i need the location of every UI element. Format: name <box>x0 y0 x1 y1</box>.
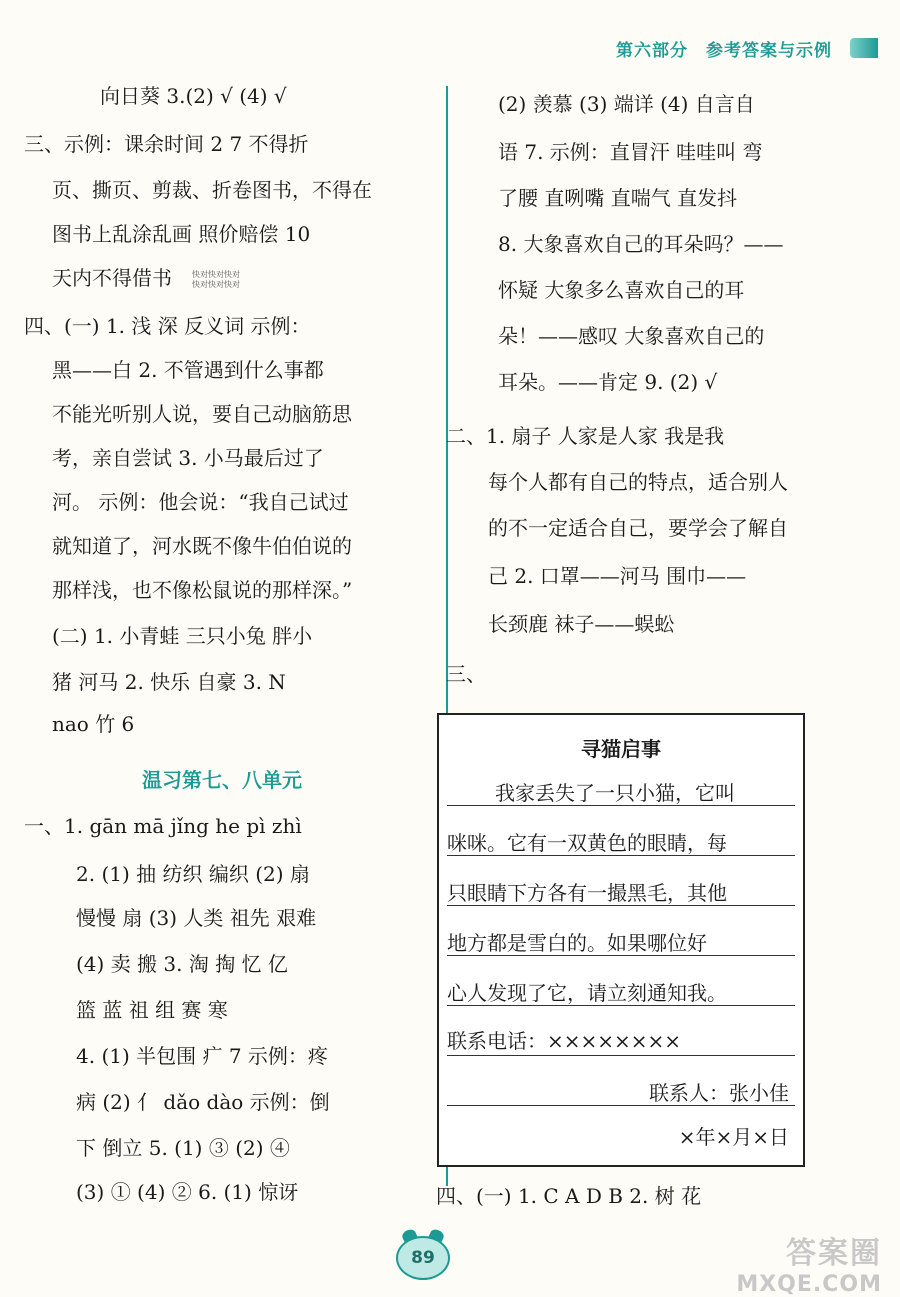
answer-line: 猪 河马 2. 快乐 自豪 3. N <box>52 670 286 694</box>
answer-line: 那样浅，也不像松鼠说的那样深。” <box>52 578 353 602</box>
answer-line: 三、 <box>446 662 486 686</box>
notice-rule <box>447 1055 795 1056</box>
answer-line: 三、示例：课余时间 2 7 不得折 <box>24 132 309 156</box>
answer-line: 考，亲自尝试 3. 小马最后过了 <box>52 446 324 470</box>
answer-line: nao 竹 6 <box>52 712 135 736</box>
notice-title: 寻猫启事 <box>581 737 661 761</box>
answer-line: (2) 羡慕 (3) 端详 (4) 自言自 <box>498 92 755 116</box>
answer-line: 四、(一) 1. C A D B 2. 树 花 <box>436 1184 702 1208</box>
notice-contact: 联系人：张小佳 <box>649 1081 789 1105</box>
answer-line: 天内不得借书 <box>52 266 172 290</box>
answer-line: 页、撕页、剪裁、折卷图书，不得在 <box>52 178 372 202</box>
answer-line: 不能光听别人说，要自己动脑筋思 <box>52 402 352 426</box>
answer-line: (3) ① (4) ② 6. (1) 惊讶 <box>76 1180 299 1204</box>
answer-line: 篮 蓝 祖 组 赛 寒 <box>76 998 228 1022</box>
watermark <box>736 1228 882 1297</box>
answer-line: (4) 卖 搬 3. 淘 掏 忆 亿 <box>76 952 288 976</box>
mini-stamp-line: 快对快对快对 <box>192 270 240 279</box>
answer-line: 4. (1) 半包围 疒 7 示例：疼 <box>76 1044 328 1068</box>
notice-date: ×年×月×日 <box>678 1125 789 1149</box>
answer-line: 一、1. gān mā jǐng he pì zhì <box>24 814 302 838</box>
answer-line: 黑——白 2. 不管遇到什么事都 <box>52 358 324 382</box>
answer-line: 二、1. 扇子 人家是人家 我是我 <box>446 424 725 448</box>
watermark-line: MXQE.COM <box>736 1272 882 1297</box>
answer-line: 8. 大象喜欢自己的耳朵吗？—— <box>498 232 784 256</box>
watermark-line: 答案圈 <box>786 1236 882 1271</box>
answer-line: 的不一定适合自己，要学会了解自 <box>488 516 788 540</box>
answer-line: 语 7. 示例：直冒汗 哇哇叫 弯 <box>498 140 763 164</box>
section-title: 参考答案与示例 <box>706 40 832 61</box>
answer-line: 2. (1) 抽 纺织 编织 (2) 扇 <box>76 862 310 886</box>
answer-line: 每个人都有自己的特点，适合别人 <box>488 470 788 494</box>
notice-phone: 联系电话：×××××××× <box>447 1029 682 1053</box>
answer-line: 了腰 直咧嘴 直喘气 直发抖 <box>498 186 738 210</box>
section-label: 第六部分 <box>616 40 688 61</box>
answer-line: 长颈鹿 袜子——蜈蚣 <box>488 612 675 636</box>
answer-line: 河。 示例：他会说：“我自己试过 <box>52 490 349 514</box>
notice-line: 我家丢失了一只小猫，它叫 <box>495 781 735 805</box>
mini-stamp-line: 快对快对快对 <box>192 280 240 289</box>
answer-line: 就知道了，河水既不像牛伯伯说的 <box>52 534 352 558</box>
notice-line: 地方都是雪白的。如果哪位好 <box>447 931 707 955</box>
answer-line: 图书上乱涂乱画 照价赔偿 10 <box>52 222 311 246</box>
notice-line: 只眼睛下方各有一撮黑毛，其他 <box>447 881 727 905</box>
answer-line: 怀疑 大象多么喜欢自己的耳 <box>498 278 745 302</box>
answer-line: 向日葵 3.(2) √ (4) √ <box>100 84 287 108</box>
notice-line: 咪咪。它有一双黄色的眼睛，每 <box>447 831 727 855</box>
mini-stamp <box>192 270 240 290</box>
answer-line: 四、(一) 1. 浅 深 反义词 示例： <box>24 314 311 338</box>
answer-line: 下 倒立 5. (1) ③ (2) ④ <box>76 1136 290 1160</box>
bookmark-tab-icon <box>850 38 878 58</box>
page-header <box>616 30 878 66</box>
answer-line: 朵！——感叹 大象喜欢自己的 <box>498 324 765 348</box>
unit-title: 温习第七、八单元 <box>142 768 302 792</box>
answer-line: 己 2. 口罩——河马 围巾—— <box>488 564 747 588</box>
lost-cat-notice <box>437 713 805 1167</box>
page-number: 89 <box>396 1236 450 1280</box>
answer-line: 耳朵。——肯定 9. (2) √ <box>498 370 718 394</box>
answer-line: 慢慢 扇 (3) 人类 祖先 艰难 <box>76 906 317 930</box>
answer-line: 病 (2) 亻 dǎo dào 示例：倒 <box>76 1090 330 1114</box>
answer-line: (二) 1. 小青蛙 三只小兔 胖小 <box>52 624 313 648</box>
notice-line: 心人发现了它，请立刻通知我。 <box>447 981 727 1005</box>
